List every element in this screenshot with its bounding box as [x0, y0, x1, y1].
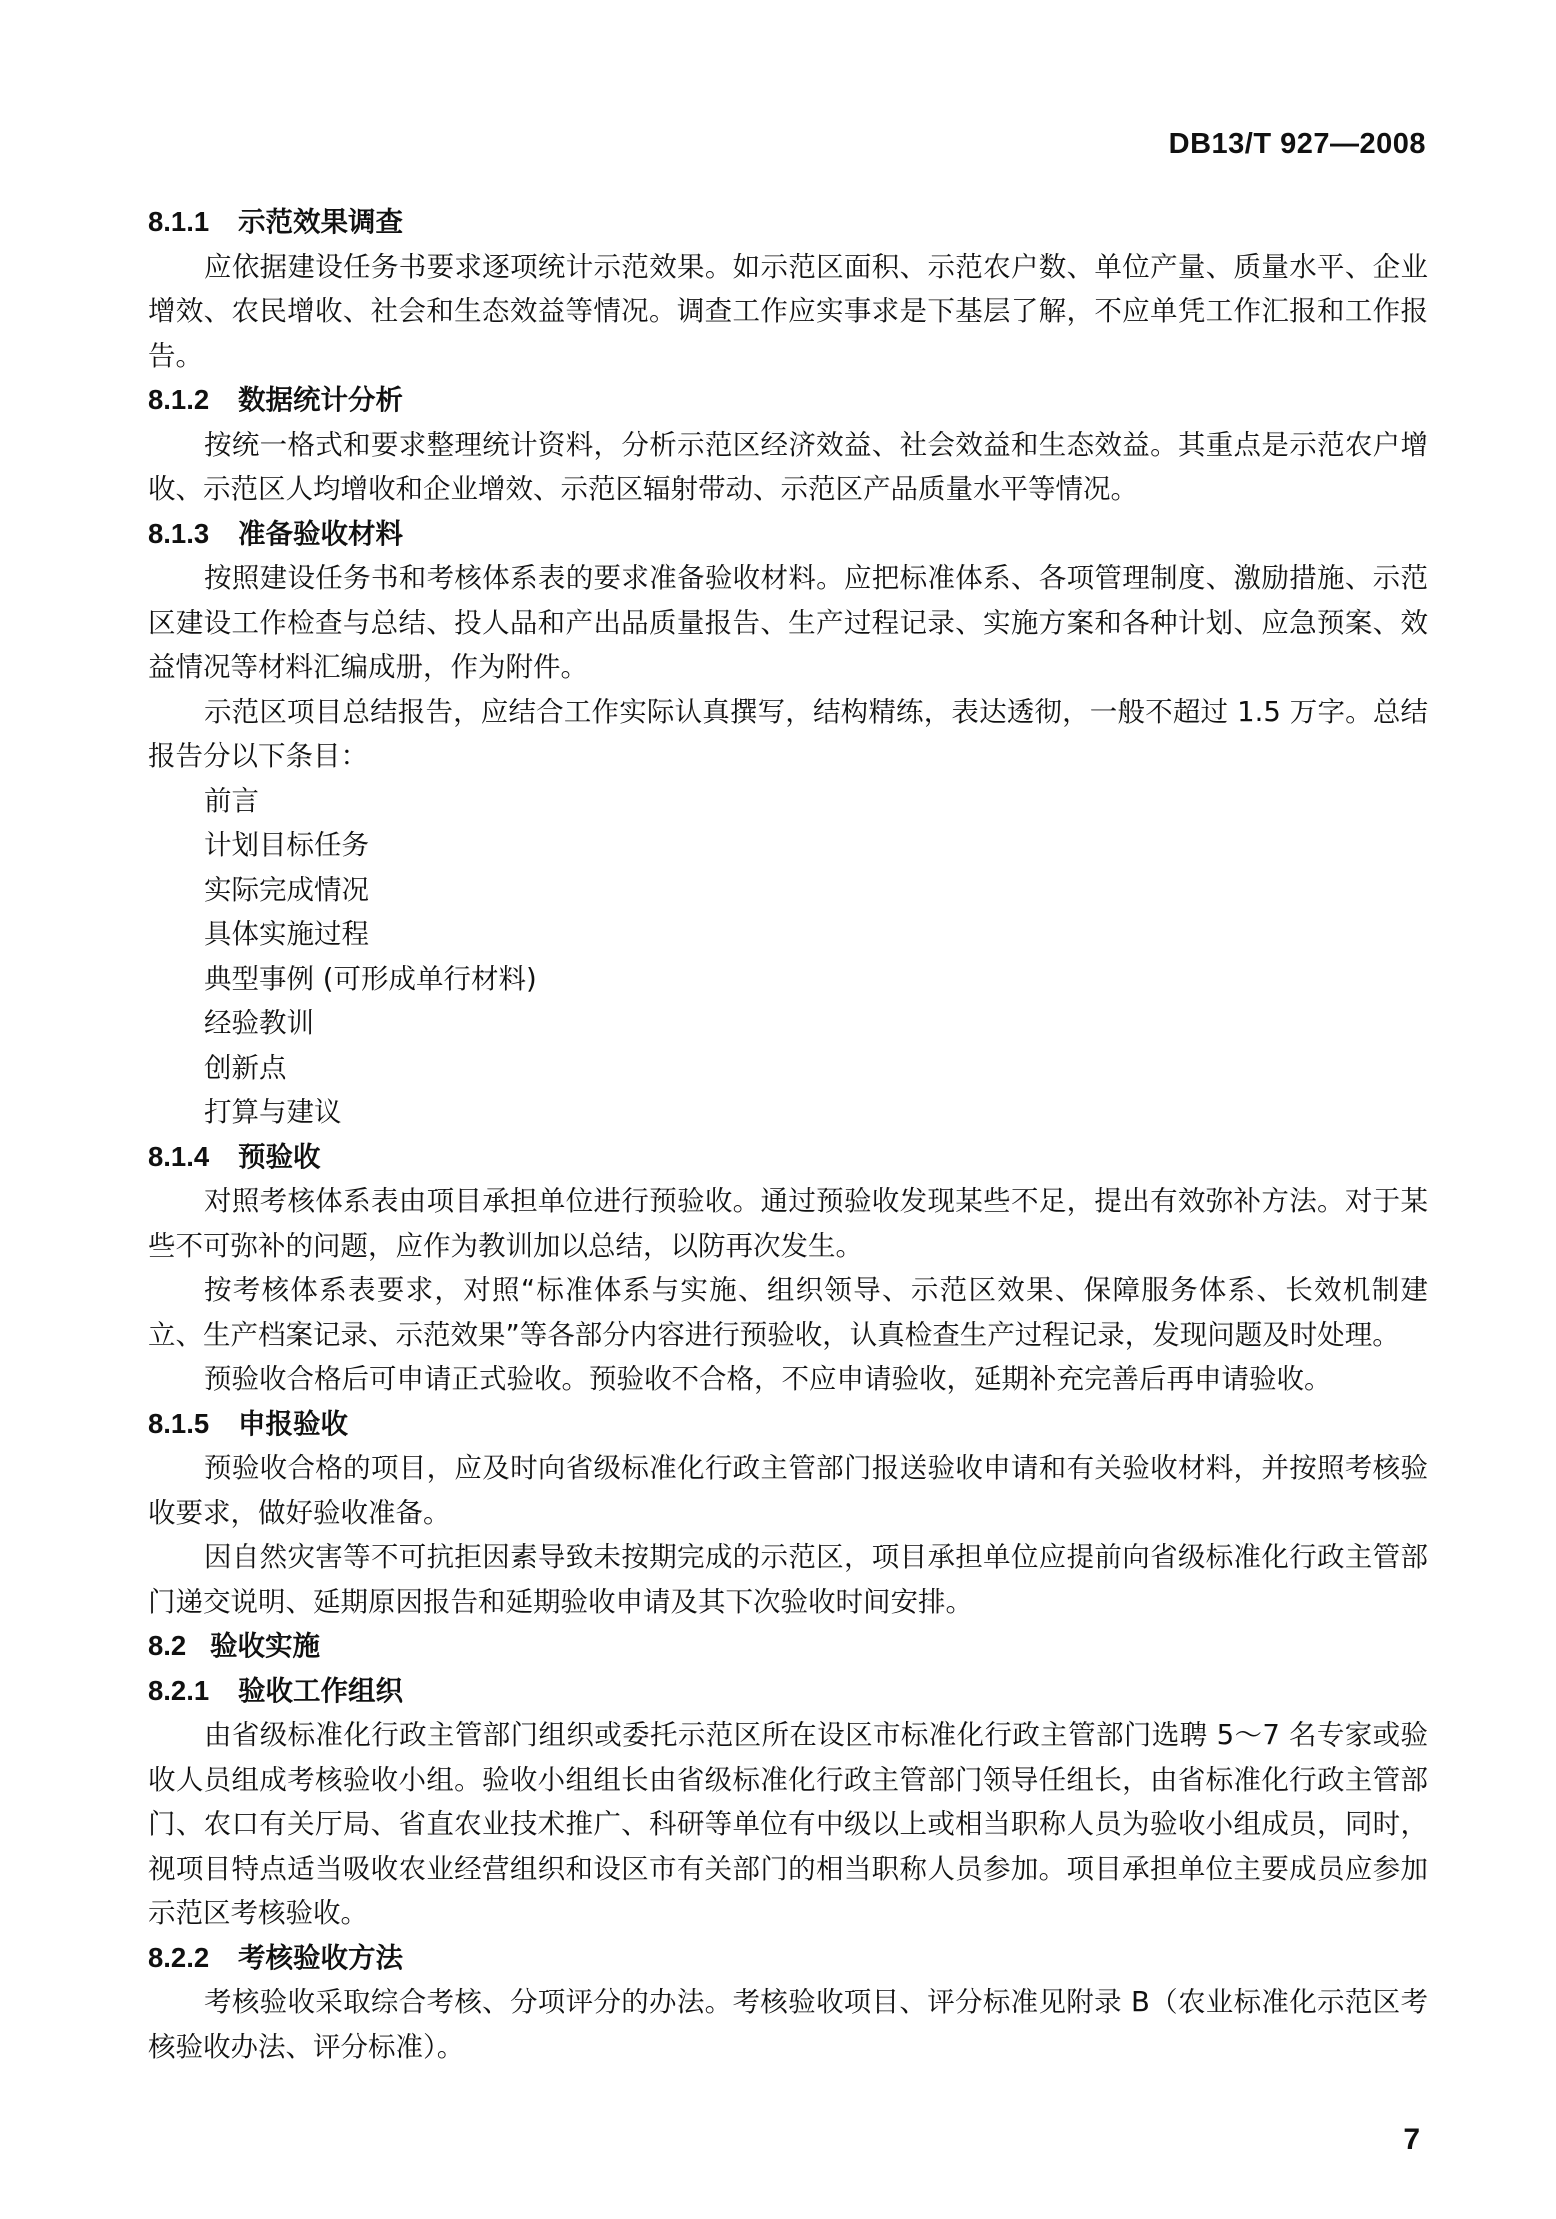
section-title: 数据统计分析: [238, 384, 403, 416]
paragraph: 由省级标准化行政主管部门组织或委托示范区所在设区市标准化行政主管部门选聘 5～7 名专家或验收人员组成考核验收小组。验收小组组长由省级标准化行政主管部门领导任组长，由省标准化行政主管部门、农口有关厅局、省直农业技术推广、科研等单位有中级以上或相当职称人员为验收小组成员，同时，视项目特点适当吸收农业经营组织和设区市有关部门的相当职称人员参加。项目承担单位主要成员应参加示范区考核验收。: [148, 1719, 1428, 1929]
list-item: 打算与建议: [204, 1096, 342, 1128]
paragraph: 考核验收采取综合考核、分项评分的办法。考核验收项目、评分标准见附录 B（农业标准化示范区考核验收办法、评分标准）。: [148, 1986, 1428, 2063]
section-heading-8-2-2: [148, 1936, 1428, 1981]
paragraph: 预验收合格后可申请正式验收。预验收不合格，不应申请验收，延期补充完善后再申请验收。: [204, 1363, 1332, 1395]
paragraph: 应依据建设任务书要求逐项统计示范效果。如示范区面积、示范农户数、单位产量、质量水平、企业增效、农民增收、社会和生态效益等情况。调查工作应实事求是下基层了解，不应单凭工作汇报和工作报告。: [148, 250, 1428, 372]
section-title: 申报验收: [238, 1407, 348, 1440]
section-title: 准备验收材料: [238, 517, 403, 550]
section-number: 8.1.3: [148, 517, 210, 549]
section-number: 8.1.2: [148, 384, 210, 415]
section-title: 验收实施: [210, 1630, 320, 1662]
section-number: 8.2.2: [148, 1941, 210, 1973]
section-heading-8-1-5: [148, 1402, 1428, 1447]
document-body: [148, 200, 1428, 2069]
section-title: 示范效果调查: [238, 206, 403, 238]
page-number: 7: [1403, 2123, 1420, 2156]
section-heading-8-2-1: [148, 1669, 1428, 1714]
report-items-list: [148, 779, 1428, 1135]
section-number: 8.1.1: [148, 206, 210, 237]
document-code: DB13/T 927—2008: [1168, 128, 1426, 160]
section-number: 8.1.5: [148, 1407, 210, 1439]
list-item: 典型事例 (可形成单行材料): [204, 962, 537, 995]
paragraph: 按统一格式和要求整理统计资料，分析示范区经济效益、社会效益和生态效益。其重点是示范农户增收、示范区人均增收和企业增效、示范区辐射带动、示范区产品质量水平等情况。: [148, 428, 1428, 505]
list-item: 创新点: [204, 1051, 287, 1084]
section-heading-8-1-4: [148, 1135, 1428, 1180]
section-number: 8.2.1: [148, 1674, 210, 1706]
section-number: 8.2: [148, 1630, 187, 1661]
list-item: 经验教训: [204, 1007, 314, 1039]
paragraph: 按照建设任务书和考核体系表的要求准备验收材料。应把标准体系、各项管理制度、激励措施、示范区建设工作检查与总结、投人品和产出品质量报告、生产过程记录、实施方案和各种计划、应急预案、效益情况等材料汇编成册，作为附件。: [148, 562, 1428, 683]
section-heading-8-1-3: [148, 512, 1428, 557]
paragraph: 按考核体系表要求，对照“标准体系与实施、组织领导、示范区效果、保障服务体系、长效机制建立、生产档案记录、示范效果”等各部分内容进行预验收，认真检查生产过程记录，发现问题及时处理。: [148, 1274, 1428, 1351]
section-heading-8-1-1: [148, 200, 1428, 245]
section-title: 考核验收方法: [238, 1941, 403, 1974]
section-heading-8-1-2: [148, 378, 1428, 423]
paragraph: 因自然灾害等不可抗拒因素导致未按期完成的示范区，项目承担单位应提前向省级标准化行政主管部门递交说明、延期原因报告和延期验收申请及其下次验收时间安排。: [148, 1541, 1428, 1618]
paragraph: 示范区项目总结报告，应结合工作实际认真撰写，结构精练，表达透彻，一般不超过 1.5 万字。总结报告分以下条目：: [148, 695, 1428, 772]
section-title: 预验收: [238, 1140, 321, 1173]
list-item: 具体实施过程: [204, 918, 369, 950]
paragraph: 对照考核体系表由项目承担单位进行预验收。通过预验收发现某些不足，提出有效弥补方法。对于某些不可弥补的问题，应作为教训加以总结，以防再次发生。: [148, 1185, 1428, 1262]
list-item: 前言: [204, 784, 259, 817]
section-heading-8-2: [148, 1624, 1428, 1669]
list-item: 计划目标任务: [204, 829, 369, 861]
list-item: 实际完成情况: [204, 873, 369, 906]
section-number: 8.1.4: [148, 1140, 210, 1172]
paragraph: 预验收合格的项目，应及时向省级标准化行政主管部门报送验收申请和有关验收材料，并按照考核验收要求，做好验收准备。: [148, 1452, 1428, 1529]
section-title: 验收工作组织: [238, 1674, 403, 1707]
